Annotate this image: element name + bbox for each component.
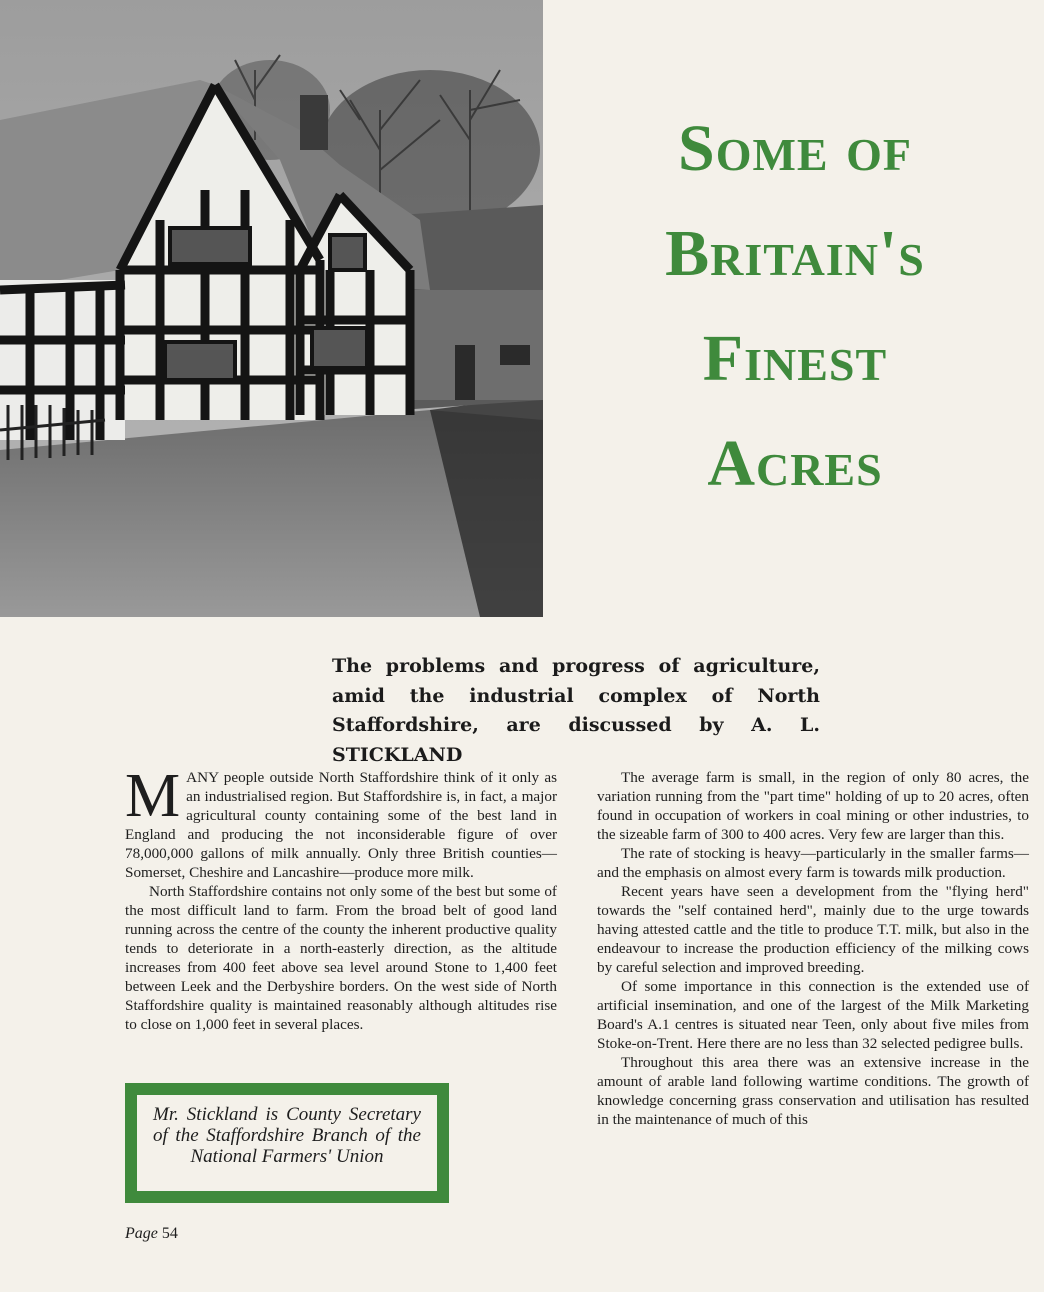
left-column [125,762,557,1034]
timber-framed-cottage-photo [0,0,543,617]
paragraph-text: ANY people outside North Staffordshire think of it only as an industrialised region. But Staffordshire is, in fact, a major agricultural county containing some of the best land in England and producing the not inconsiderable figure of over 78,000,000 gallons of milk annually. Only three British counties—Somerset, Cheshire and Lancashire—produce more milk. [125,769,557,881]
right-column [597,768,1029,1129]
title-line-4: Acres [707,427,883,500]
paragraph: North Staffordshire contains not only some of the best but some of the most difficult land to farm. From the broad belt of good land running across the centre of the county the inherent productive quality tends to deteriorate in a north-easterly direction, as the altitude increases from 400 feet above sea level around Stone to 1,400 feet between Leek and the Derbyshire borders. On the west side of North Staffordshire quality is maintained reasonably although altitudes rise to close on 1,000 feet in several places. [125,883,557,1033]
paragraph: The average farm is small, in the region of only 80 acres, the variation running from the "part time" holding of up to 20 acres, often found in occupation of workers in coal mining or other industries, to the sizeable farm of 300 to 400 acres. Very few are larger than this. [597,769,1029,843]
author-bio-box [125,1083,449,1203]
author-bio-text: Mr. Stickland is County Secretary of the Staffordshire Branch of the National Farmers' Union [137,1095,437,1191]
article-title [560,96,1030,516]
paragraph: Throughout this area there was an extensive increase in the amount of arable land following wartime conditions. The growth of knowledge concerning grass conservation and utilisation has resulted in the maintenance of much of this [597,1054,1029,1128]
standfirst: The problems and progress of agriculture, amid the industrial complex of North Staffordshire, are discussed by A. L. STICKLAND [332,655,820,766]
paragraph: Recent years have seen a development from the "flying herd" towards the "self contained herd", mainly due to the urge towards having attested cattle and the title to produce T.T. milk, but also in the endeavour to increase the production efficiency of the milking cows by careful selection and improved breeding. [597,883,1029,976]
title-line-1: Some of [678,112,912,185]
page-label: Page [125,1225,158,1242]
page-number-value: 54 [161,1225,178,1242]
paragraph: The rate of stocking is heavy—particularly in the smaller farms—and the emphasis on almost every farm is towards milk production. [597,845,1029,881]
drop-cap: M [125,762,181,830]
paragraph: Of some importance in this connection is the extended use of artificial insemination, and one of the largest of the Milk Marketing Board's A.1 centres is situated near Teen, only about five miles from Stoke-on-Trent. Here there are no less than 32 selected pedigree bulls. [597,978,1029,1052]
title-line-2: Britain's [665,217,925,290]
title-line-3: Finest [702,322,888,395]
paragraph [125,762,557,882]
page-number [125,1225,178,1243]
